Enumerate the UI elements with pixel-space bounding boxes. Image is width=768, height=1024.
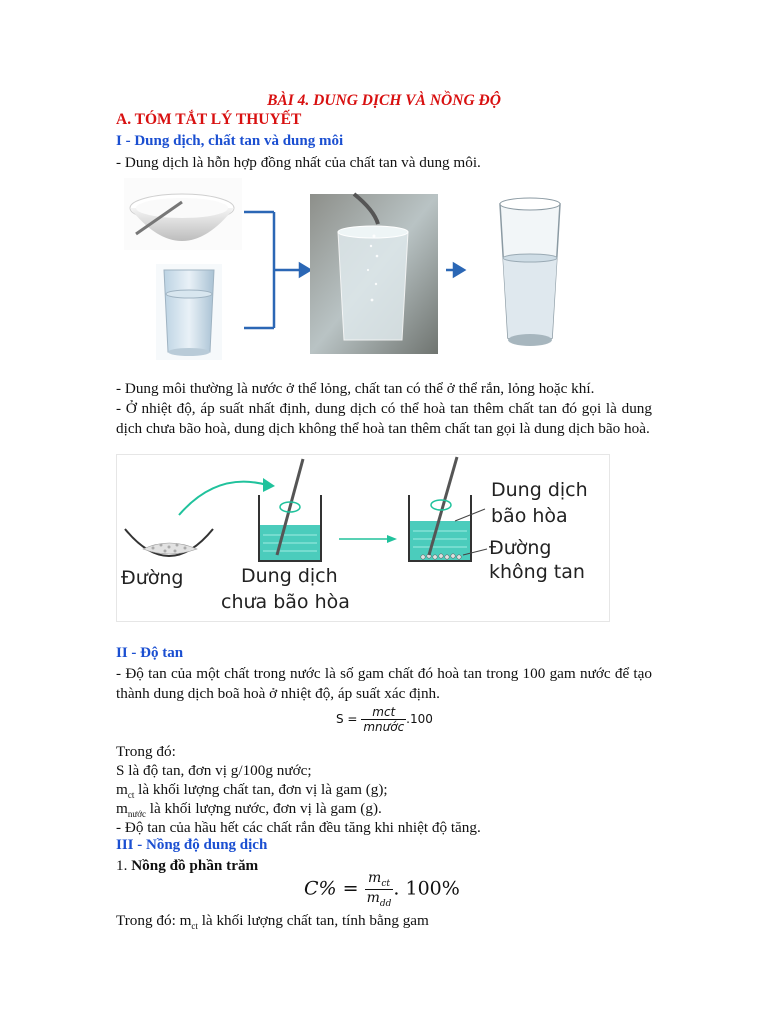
- beaker-saturated-icon: [409, 457, 487, 561]
- beaker-unsaturated-icon: [259, 459, 321, 561]
- section-3-heading: III - Nồng độ dung dịch: [116, 837, 268, 853]
- def-3-rest: là khối lượng nước, đơn vị là gam (g).: [145, 800, 382, 817]
- percent-formula-lhs: C% =: [304, 877, 359, 900]
- sugar-dish-icon: [125, 529, 213, 556]
- section-2-line-1: - Độ tan của một chất trong nước là số gam chất đó hoà tan trong 100 gam nước để tạo thành dung dịch boã hoà ở nhiệt độ, áp suất xác định.: [116, 665, 652, 702]
- denominator-m: m: [366, 889, 380, 906]
- solubility-numerator: mct: [361, 705, 406, 720]
- label-unsaturated-line-1: Dung dịch: [241, 565, 338, 587]
- def-2-sub: ct: [127, 790, 135, 801]
- numerator-sub: ct: [381, 878, 390, 889]
- merge-arrow-icon: [244, 212, 310, 328]
- solubility-formula-rhs: .100: [406, 712, 433, 726]
- solubility-denominator: mnước: [363, 720, 405, 734]
- result-arrow-icon: [446, 264, 464, 276]
- section-1-line-1: - Dung dịch là hỗn hợp đồng nhất của chất tan và dung môi.: [116, 154, 481, 171]
- def-3-m: m: [116, 800, 128, 817]
- def-3-sub: nước: [127, 809, 146, 820]
- numerator-m: m: [368, 870, 382, 886]
- solubility-formula-lhs: S =: [336, 712, 358, 726]
- page-title: BÀI 4. DUNG DỊCH VÀ NỒNG ĐỘ: [267, 92, 501, 109]
- label-saturated-line-2: bão hòa: [491, 505, 568, 527]
- solubility-formula: [336, 705, 433, 734]
- def-2-rest: là khối lượng chất tan, đơn vị là gam (g);: [134, 781, 388, 798]
- process-arrow-icon: [339, 535, 397, 543]
- percent-denominator: [365, 890, 394, 909]
- section-1-heading: I - Dung dịch, chất tan và dung môi: [116, 133, 344, 149]
- subheading-label: Nồng đồ phần trăm: [131, 857, 259, 874]
- water-glass-icon: [156, 264, 222, 360]
- section-a-heading: A. TÓM TẮT LÝ THUYẾT: [116, 111, 302, 128]
- solution-glass-icon: [500, 198, 560, 346]
- figure-saturation: [116, 454, 610, 622]
- section-1-line-3: - Ở nhiệt độ, áp suất nhất định, dung dịch có thể hoà tan thêm chất tan đó gọi là dung dịch chưa bão hoà, dung dịch không thể hoà tan thêm chất tan gọi là dung dịch bão hoà.: [116, 400, 652, 437]
- where-sub: ct: [191, 921, 198, 932]
- section-1-line-2: - Dung môi thường là nước ở thể lỏng, chất tan có thể ở thể rắn, lỏng hoặc khí.: [116, 380, 595, 397]
- percent-formula-rhs: . 100%: [393, 877, 460, 900]
- section-2-heading: II - Độ tan: [116, 645, 184, 661]
- denominator-sub: dd: [379, 898, 392, 909]
- label-unsaturated-line-2: chưa bão hòa: [221, 591, 350, 613]
- label-undissolved-line-1: Đường: [489, 537, 552, 559]
- label-sugar: Đường: [121, 567, 184, 589]
- figure-dissolving: [116, 174, 572, 374]
- figure-dissolving-drawing: [116, 174, 572, 374]
- sugar-bowl-icon: [124, 178, 242, 250]
- section-3-subheading: [116, 856, 258, 875]
- section-2-where: Trong đó:: [116, 743, 176, 760]
- label-undissolved-line-2: không tan: [489, 561, 585, 583]
- percent-numerator: [365, 870, 394, 890]
- where-prefix: Trong đó: m: [116, 912, 192, 929]
- percent-fraction: [365, 870, 394, 909]
- section-2-def-1: S là độ tan, đơn vị g/100g nước;: [116, 762, 312, 779]
- section-3-where: [116, 911, 429, 936]
- subheading-number: 1.: [116, 857, 132, 874]
- solubility-fraction: [361, 705, 406, 734]
- section-2-line-last: - Độ tan của hầu hết các chất rắn đều tăng khi nhiệt độ tăng.: [116, 819, 481, 836]
- pour-arrow-icon: [179, 478, 275, 515]
- label-saturated-line-1: Dung dịch: [491, 479, 588, 501]
- def-2-m: m: [116, 781, 128, 798]
- mixing-photo-icon: [310, 194, 438, 354]
- where-rest: là khối lượng chất tan, tính bằng gam: [197, 912, 429, 929]
- percent-formula: [304, 870, 460, 909]
